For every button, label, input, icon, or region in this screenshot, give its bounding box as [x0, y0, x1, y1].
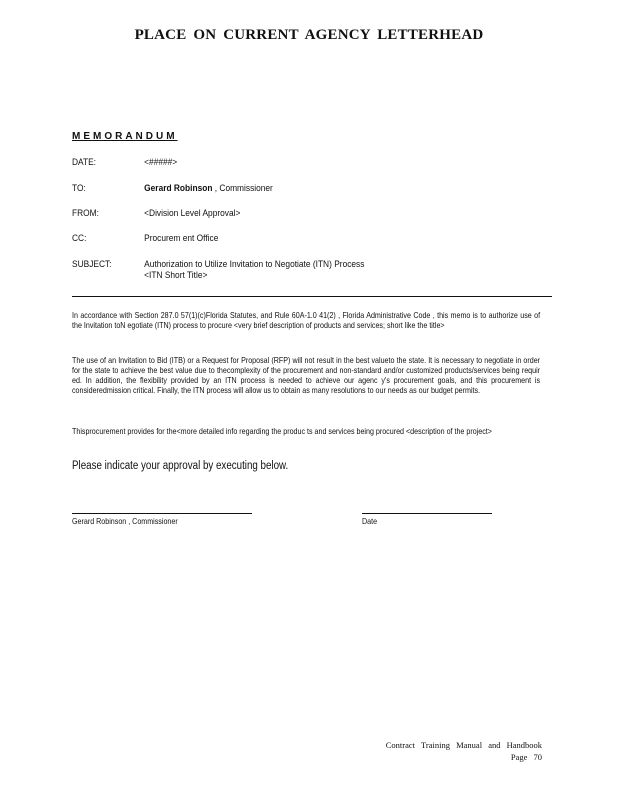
to-field	[72, 183, 273, 194]
date-signature-line	[362, 513, 492, 514]
cc-label: CC:	[72, 233, 87, 244]
cc-value: Procurem ent Office	[144, 233, 219, 244]
date-label: DATE:	[72, 157, 97, 168]
subject-line2: <ITN Short Title>	[144, 270, 208, 281]
memorandum-heading: MEMORANDUM	[72, 131, 178, 142]
approval-instruction: Please indicate your approval by executing below.	[72, 460, 289, 472]
paragraph-procurement: Thisprocurement provides for the<more detailed info regarding the produc ts and services being procured <description of the project>	[72, 427, 492, 436]
date-signature-label: Date	[362, 517, 378, 526]
footer-manual-title: Contract Training Manual and Handbook	[385, 740, 542, 750]
cc-field	[72, 233, 218, 244]
signature-line	[72, 513, 252, 514]
date-value: <#####>	[144, 157, 178, 168]
from-label: FROM:	[72, 208, 99, 219]
subject-label: SUBJECT:	[72, 259, 112, 270]
subject-field	[72, 259, 364, 281]
subject-line1: Authorization to Utilize Invitation to Negotiate (ITN) Process	[144, 259, 365, 270]
letterhead-title: PLACE ON CURRENT AGENCY LETTERHEAD	[134, 27, 484, 43]
paragraph-justification: The use of an Invitation to Bid (ITB) or a Request for Proposal (RFP) will not result in the best valueto the state. It is necessary to negotiate in order for the state to achieve the best value due to thecomplexity of the procurement and non-standard and/or customized products/services being requir ed. In addition, the flexibility provided by an ITN process is needed to achieve our agenc y's procurement goals, and this procurement is consideredmission critical. Finally, the ITN process will allow us to obtain as many resolutions to our needs as our budget permits.	[72, 356, 541, 395]
page-footer	[386, 739, 542, 763]
to-label: TO:	[72, 183, 86, 194]
paragraph-authorization: In accordance with Section 287.0 57(1)(c)Florida Statutes, and Rule 60A-1.0 41(2) , Florida Administrative Code , this memo is to authorize use of the Invitation toN egotiate (ITN) process to procure <very brief description of products and services; short like the title>	[72, 311, 541, 330]
to-title: , Commissioner	[214, 183, 273, 194]
footer-page-number: Page 70	[510, 752, 542, 762]
header-divider	[72, 296, 552, 297]
from-value: <Division Level Approval>	[144, 208, 241, 219]
signature-label: Gerard Robinson , Commissioner	[72, 517, 178, 526]
to-name: Gerard Robinson	[144, 183, 213, 194]
from-field	[72, 208, 240, 219]
date-field	[72, 157, 177, 168]
